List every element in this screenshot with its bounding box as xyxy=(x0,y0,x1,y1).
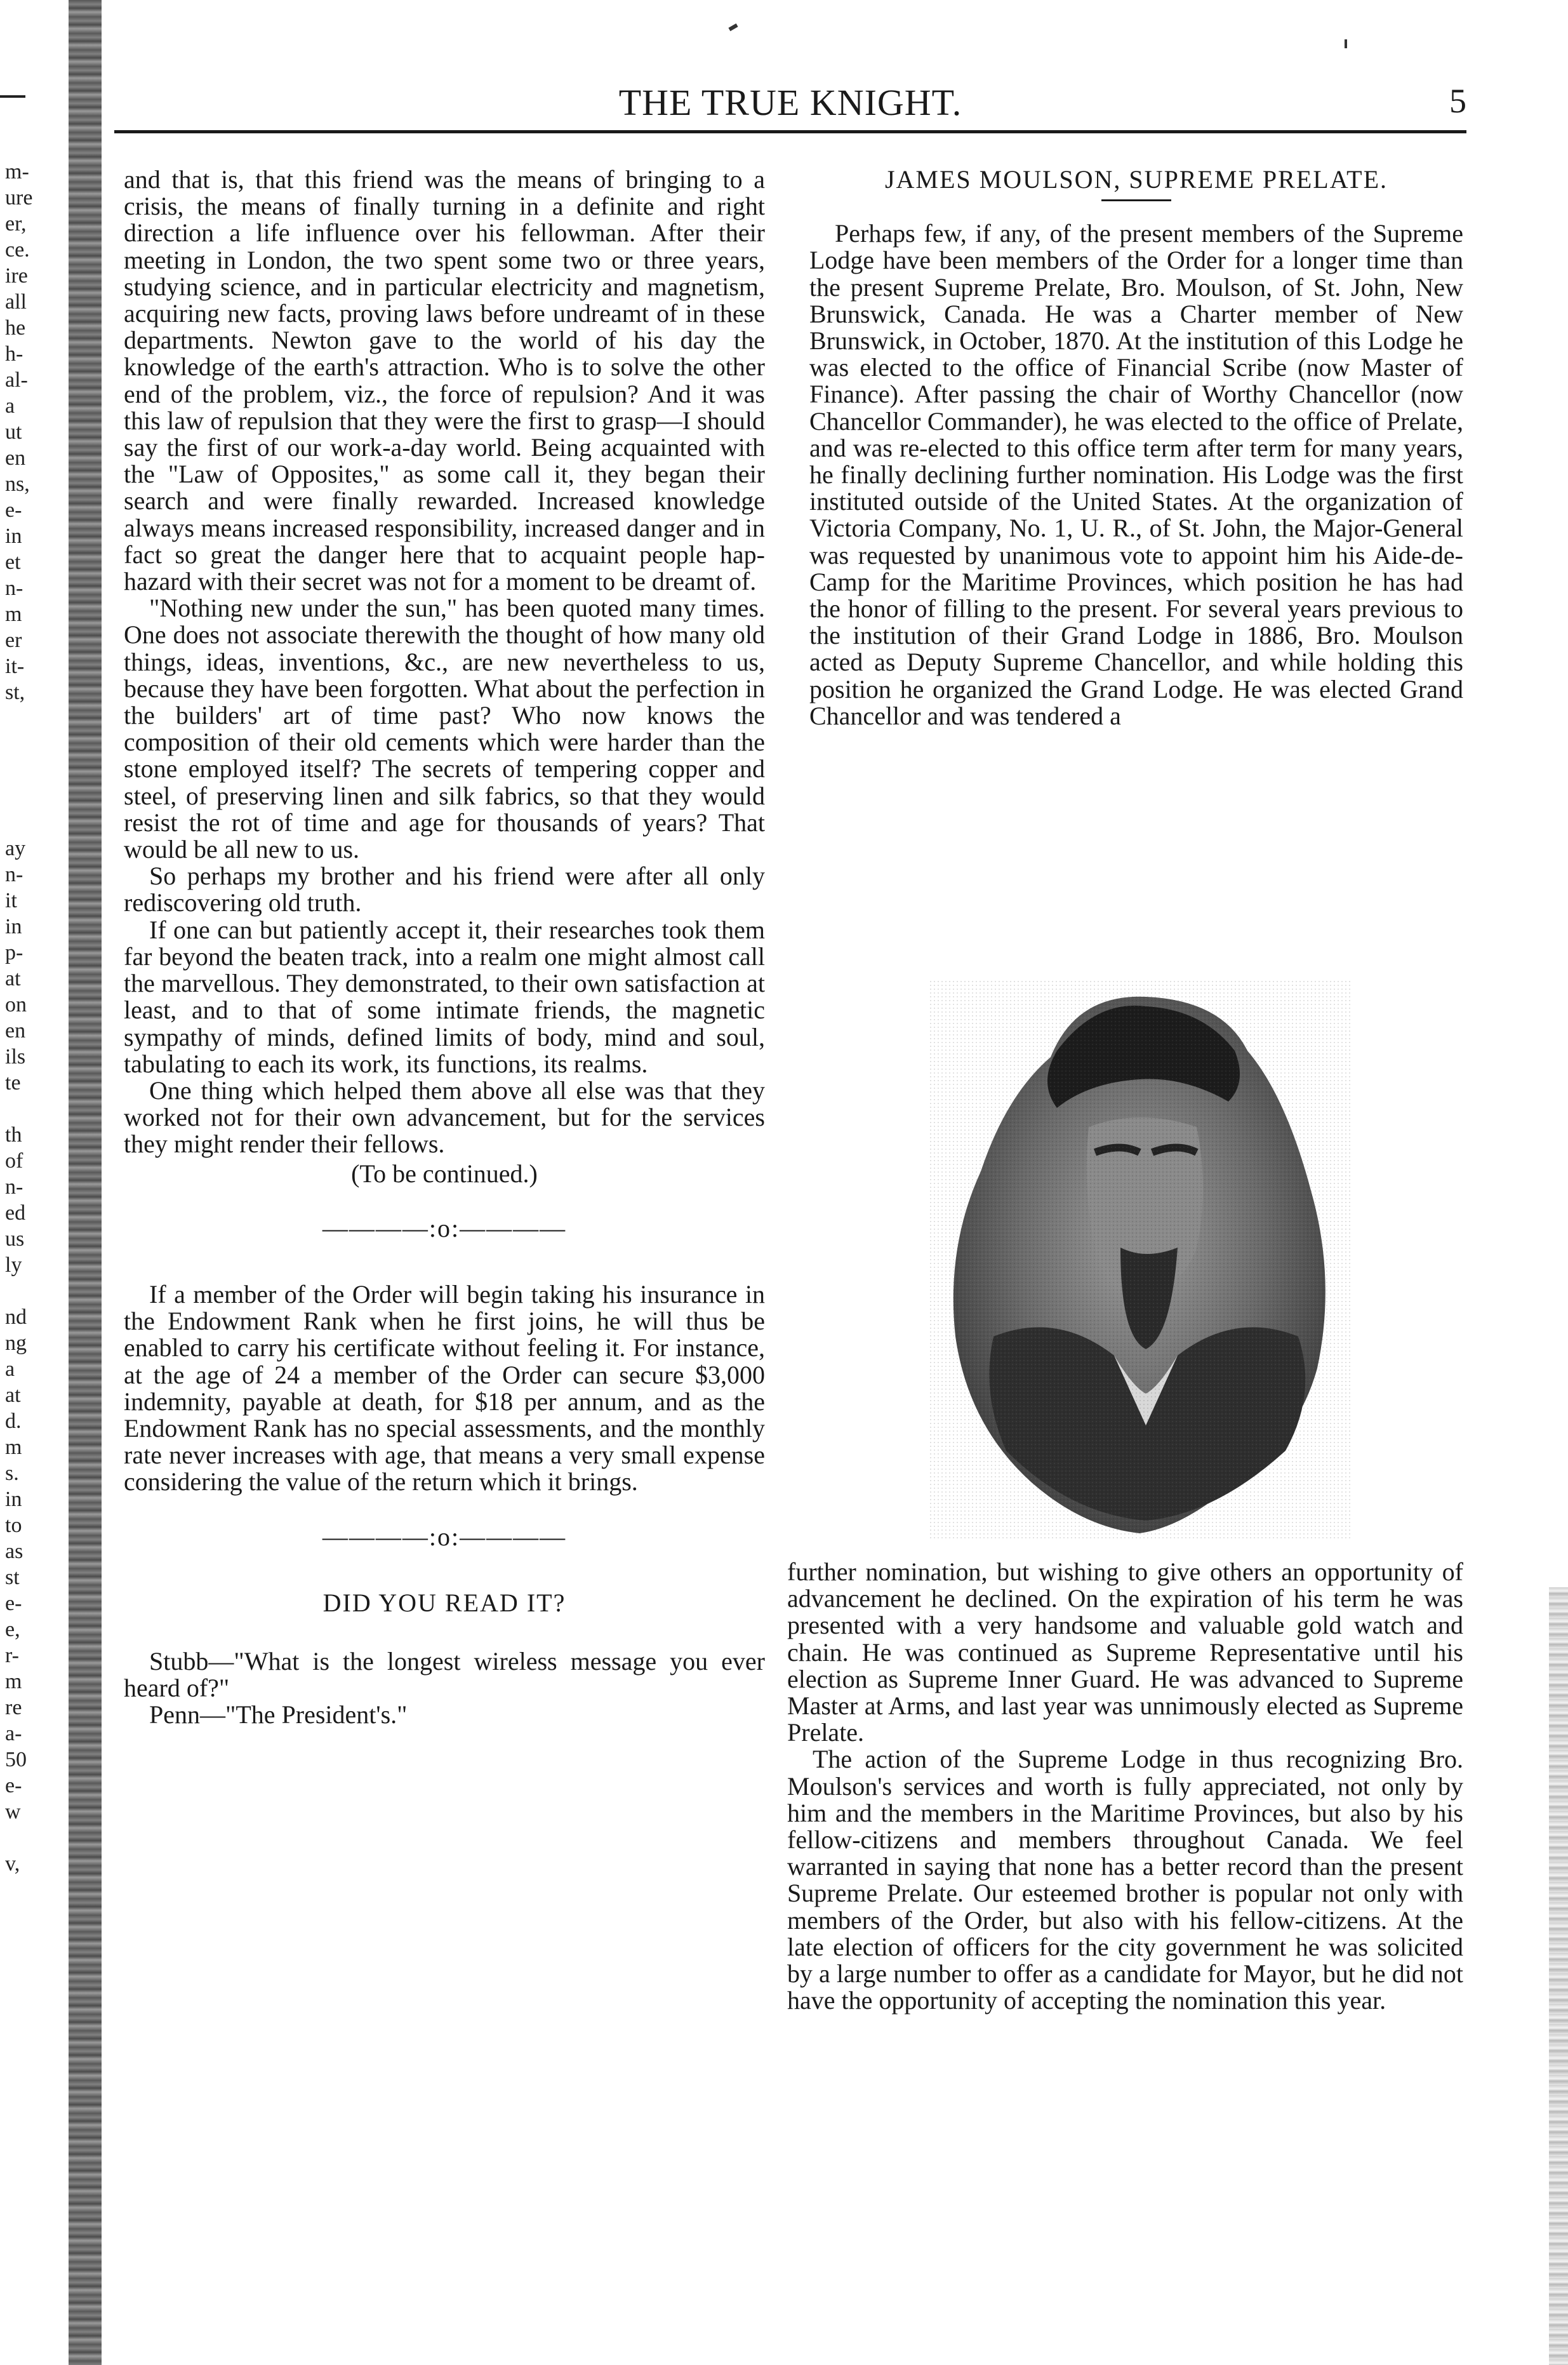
margin-fragment-line: en xyxy=(5,1019,26,1043)
margin-fragment-line xyxy=(0,809,63,836)
section-separator: ————:o:———— xyxy=(322,1522,567,1551)
endowment-paragraph: If a member of the Order will begin taking his insurance in the Endowment Rank when he first joins, he will thus be enabled to carry his certificate without feeling it. For instance, at the age of 24 a member of the Order can secure $3,000 indemnity, payable at death, for $18 per annum, and as the Endowment Rank has no special assessments, and the monthly rate never increases with age, that means a very small expense considering the value of the return which it brings. xyxy=(124,1279,765,1496)
margin-fragment-line: of xyxy=(5,1149,23,1173)
margin-fragment-line: nd xyxy=(5,1305,27,1329)
article-paragraph: One thing which helped them above all else was that they worked not for their own advancement, but for the services they might render their fellows. xyxy=(124,1076,765,1159)
binding-gutter xyxy=(69,0,102,2365)
margin-fragment-line: st xyxy=(5,1566,20,1589)
left-column xyxy=(124,166,765,1729)
margin-fragment-line: m- xyxy=(5,160,29,183)
margin-fragment-line: in xyxy=(5,524,22,548)
margin-fragment-line: in xyxy=(5,1488,22,1511)
margin-fragment-line: e- xyxy=(5,498,22,522)
margin-fragment-line: st, xyxy=(5,681,25,704)
margin-fragment-line xyxy=(0,1278,63,1304)
margin-fragment-line xyxy=(0,731,63,757)
margin-fragment-line: n- xyxy=(5,576,23,600)
article-paragraph: "Nothing new under the sun," has been quoted many times. One does not associate therewith the thought of how many old things, ideas, inventions, &c., are new nevertheless to us, because they have been forgotten. What about the perfection in the builders' art of time past? Who now knows the composition of their old cements which were harder than the stone employed itself? The secrets of tempering copper and steel, of preserving linen and silk fabrics, so that they would resist the rot of time and age for thousands of years? That would be all new to us. xyxy=(124,594,765,864)
margin-fragment-line: it- xyxy=(5,655,25,678)
heading-rule xyxy=(1101,199,1171,201)
print-speck xyxy=(728,23,738,31)
publication-title: THE TRUE KNIGHT. xyxy=(618,82,962,123)
margin-fragment-line: to xyxy=(5,1514,22,1537)
margin-fragment-line xyxy=(0,1825,63,1851)
article-paragraph: and that is, that this friend was the means of bringing to a crisis, the means of finally turning in a definite and right direction a life influence over his fellowman. After their meeting in London, the two spent some two or three years, studying science, and in particular electricity and magnetism, acquiring new facts, proving laws before undreamt of in these departments. Newton gave to the world of his day the knowledge of the earth's attraction. Who is to solve the other end of the problem, viz., the force of repulsion? And it was this law of repulsion that they were the first to grasp—I should say the first of our work-a-day world. Being acquainted with the "Law of Opposites," as some call it, they began their search and were finally rewarded. Increased knowledge always means increased responsibility, increased danger and in fact so great the danger here that to acquaint people hap-hazard with their secret was not for a moment to be dreamt of. xyxy=(124,165,765,596)
joke-heading: DID YOU READ IT? xyxy=(322,1588,566,1617)
margin-fragment-line: p- xyxy=(5,941,23,964)
continued-note: (To be continued.) xyxy=(351,1159,538,1188)
margin-fragment-line: ly xyxy=(5,1253,22,1277)
left-fragment-rule xyxy=(0,95,25,98)
margin-fragment-line: er xyxy=(5,629,22,652)
margin-fragment-line: a xyxy=(5,1357,15,1381)
margin-fragment-line: ire xyxy=(5,264,28,288)
print-speck xyxy=(1345,39,1347,48)
page-number: 5 xyxy=(1449,82,1466,120)
section-separator: ————:o:———— xyxy=(322,1213,567,1242)
margin-fragment-line: on xyxy=(5,993,27,1016)
margin-fragment-line: te xyxy=(5,1071,21,1095)
margin-fragment-line: h- xyxy=(5,342,23,366)
margin-fragment-line: al- xyxy=(5,368,28,392)
right-column-bottom xyxy=(787,1559,1463,2014)
right-column-top xyxy=(809,166,1463,729)
margin-fragment-line: a xyxy=(5,394,15,418)
margin-fragment-line: d. xyxy=(5,1409,22,1433)
margin-fragment-line: it xyxy=(5,889,17,912)
margin-fragment-line: n- xyxy=(5,863,23,886)
article-heading: JAMES MOULSON, SUPREME PRELATE. xyxy=(884,165,1388,194)
margin-fragment-line: m xyxy=(5,603,22,626)
article-paragraph: further nomination, but wishing to give others an opportunity of advancement he declined. On the expiration of his term he was presented with a very handsome and valuable gold watch and chain. He was continued as Supreme Representative until his election as Supreme Inner Guard. He was advanced to Supreme Master at Arms, and last year was unnimously elected as Supreme Prelate. xyxy=(787,1557,1463,1747)
margin-fragment-line: a- xyxy=(5,1722,22,1745)
margin-fragment-line: ut xyxy=(5,420,22,444)
margin-fragment-line: at xyxy=(5,1383,21,1407)
article-paragraph: If one can but patiently accept it, their researches took them far beyond the beaten track, into a realm one might almost call the marvellous. They demonstrated, to their own satisfaction at least, and to that of some intimate friends, the magnetic sympathy of minds, defined limits of body, mind and soul, tabulating to each its work, its functions, its realms. xyxy=(124,915,765,1078)
margin-fragment-line: er, xyxy=(5,212,27,236)
margin-fragment-line xyxy=(0,757,63,783)
margin-fragment-line: w xyxy=(5,1800,21,1823)
margin-fragment-line: 50 xyxy=(5,1748,27,1771)
margin-fragment-line: all xyxy=(5,290,27,314)
header-rule xyxy=(114,130,1466,133)
article-paragraph: The action of the Supreme Lodge in thus recognizing Bro. Moulson's services and worth is fully appreciated, not only by him and the members in the Maritime Provinces, but also by his fellow-citizens and members throughout Canada. We feel warranted in saying that none has a better record than the present Supreme Prelate. Our esteemed brother is popular not only with members of the Order, but also with his fellow-citizens. At the late election of officers for the city government he was solicited by a large number to offer as a candidate for Mayor, but he did not have the opportunity of accepting the nomination this year. xyxy=(787,1745,1463,2015)
joke-line: Stubb—"What is the longest wireless message you ever heard of?" xyxy=(124,1646,765,1703)
margin-fragment-line: ure xyxy=(5,186,33,210)
margin-fragment-line: ay xyxy=(5,837,26,860)
margin-fragment-line: ed xyxy=(5,1201,26,1225)
margin-fragment-line: m xyxy=(5,1436,22,1459)
margin-fragment-line: v, xyxy=(5,1852,20,1875)
margin-fragment-line xyxy=(0,705,63,731)
article-paragraph: So perhaps my brother and his friend were after all only rediscovering old truth. xyxy=(124,862,765,917)
margin-fragment-line: et xyxy=(5,550,21,574)
margin-fragment-line: ns, xyxy=(5,472,30,496)
margin-fragment-line xyxy=(0,1096,63,1122)
margin-fragment-line: ils xyxy=(5,1045,26,1069)
margin-fragment-line: as xyxy=(5,1540,23,1563)
margin-fragment-line: he xyxy=(5,316,26,340)
margin-fragment-line: en xyxy=(5,446,26,470)
neighbor-page-fragment xyxy=(0,159,63,2317)
margin-fragment-line: m xyxy=(5,1670,22,1693)
margin-fragment-line: e- xyxy=(5,1592,22,1615)
margin-fragment-line: s. xyxy=(5,1462,19,1485)
margin-fragment-line: e, xyxy=(5,1618,20,1641)
margin-fragment-line: us xyxy=(5,1227,25,1251)
margin-fragment-line: r- xyxy=(5,1644,19,1667)
margin-fragment-line: re xyxy=(5,1696,22,1719)
joke-line: Penn—"The President's." xyxy=(149,1700,408,1729)
margin-fragment-line xyxy=(0,783,63,809)
margin-fragment-line: in xyxy=(5,915,22,938)
page-edge-shadow xyxy=(1549,1587,1568,2365)
margin-fragment-line: th xyxy=(5,1123,22,1147)
page-header xyxy=(114,75,1466,126)
margin-fragment-line: ce. xyxy=(5,238,30,262)
margin-fragment-line: ng xyxy=(5,1331,27,1355)
margin-fragment-line: n- xyxy=(5,1175,23,1199)
portrait-photo xyxy=(930,981,1352,1540)
margin-fragment-line: at xyxy=(5,967,21,990)
margin-fragment-line: e- xyxy=(5,1774,22,1797)
article-paragraph: Perhaps few, if any, of the present members of the Supreme Lodge have been members of the Order for a longer time than the present Supreme Prelate, Bro. Moulson, of St. John, New Brunswick, Canada. He was a Charter member of New Brunswick, in October, 1870. At the institution of this Lodge he was elected to the office of Financial Scribe (now Master of Finance). After passing the chair of Worthy Chancellor (now Chancellor Commander), he was elected to the office of Prelate, and was re-elected to this office term after term for many years, he finally declining further nomination. His Lodge was the first instituted outside of the United States. At the organization of Victoria Company, No. 1, U. R., of St. John, the Major-General was requested by unanimous vote to appoint him his Aide-de-Camp for the Maritime Provinces, which position he has had the honor of filling to the present. For several years previous to the institution of their Grand Lodge in 1886, Bro. Moulson acted as Deputy Supreme Chancellor, and while holding this position he organized the Grand Lodge. He was elected Grand Chancellor and was tendered a xyxy=(809,219,1463,730)
